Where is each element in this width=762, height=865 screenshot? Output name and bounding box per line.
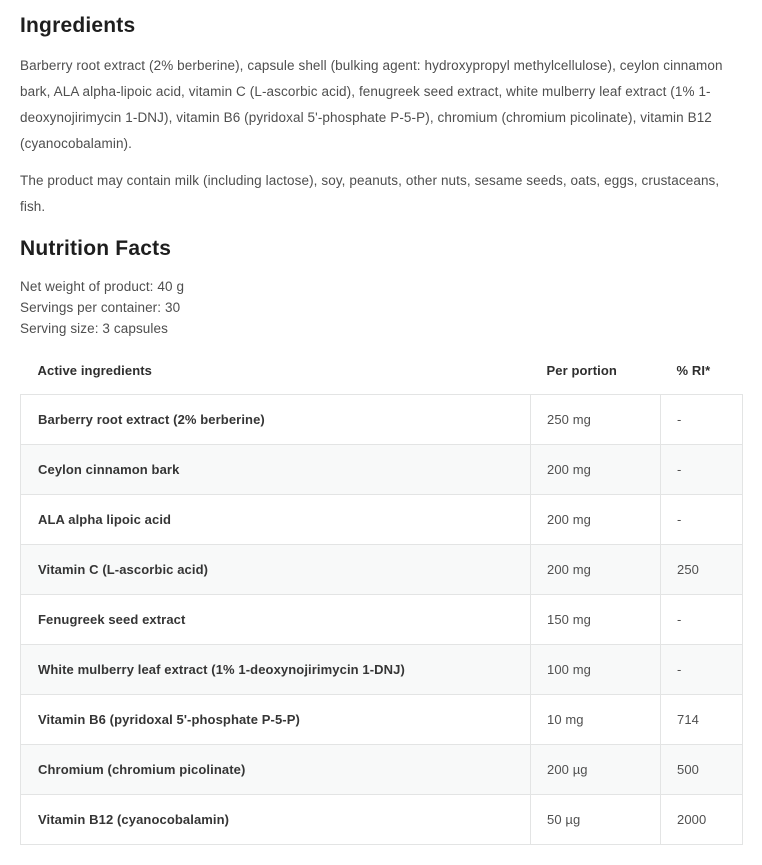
ingredient-name-cell: Barberry root extract (2% berberine): [21, 395, 531, 445]
nutrition-facts-title: Nutrition Facts: [20, 237, 172, 260]
ingredient-name-cell: White mulberry leaf extract (1% 1-deoxynojirimycin 1-DNJ): [21, 645, 531, 695]
table-row: [21, 395, 743, 445]
ri-cell: -: [661, 395, 743, 445]
per-portion-cell: 250 mg: [531, 395, 661, 445]
per-portion-cell: 100 mg: [531, 645, 661, 695]
ri-cell: 714: [661, 695, 743, 745]
table-row: [21, 695, 743, 745]
table-row: [21, 645, 743, 695]
ingredients-text: Barberry root extract (2% berberine), capsule shell (bulking agent: hydroxypropyl methylcellulose), ceylon cinnamon bark, ALA alpha-lipoic acid, vitamin C (L-ascorbic acid), fenugreek seed extract, white mulberry leaf extract (1% 1-deoxynojirimycin 1-DNJ), vitamin B6 (pyridoxal 5'-phosphate P-5-P), chromium (chromium picolinate), vitamin B12 (cyanocobalamin).: [20, 58, 723, 151]
per-portion-cell: 50 µg: [531, 795, 661, 845]
table-row: [21, 595, 743, 645]
ingredients-section: [20, 14, 742, 220]
ingredients-title: Ingredients: [20, 14, 136, 37]
serving-info-block: [20, 276, 742, 339]
table-row: [21, 445, 743, 495]
ri-cell: 500: [661, 745, 743, 795]
table-row: [21, 745, 743, 795]
allergen-note: The product may contain milk (including lactose), soy, peanuts, other nuts, sesame seeds, oats, eggs, crustaceans, fish.: [20, 173, 720, 214]
ingredient-name-cell: ALA alpha lipoic acid: [21, 495, 531, 545]
ri-cell: 250: [661, 545, 743, 595]
table-row: [21, 545, 743, 595]
ri-cell: 2000: [661, 795, 743, 845]
table-row: [21, 795, 743, 845]
per-portion-cell: 200 mg: [531, 495, 661, 545]
ingredient-name-cell: Fenugreek seed extract: [21, 595, 531, 645]
nutrition-facts-section: [20, 237, 742, 845]
per-portion-cell: 200 µg: [531, 745, 661, 795]
ri-cell: -: [661, 645, 743, 695]
column-header-active-ingredients: Active ingredients: [37, 363, 152, 378]
ri-cell: -: [661, 445, 743, 495]
ingredient-name-cell: Vitamin C (L-ascorbic acid): [21, 545, 531, 595]
net-weight-line: Net weight of product: 40 g: [20, 279, 185, 294]
column-header-ri: % RI*: [676, 363, 711, 378]
ingredient-name-cell: Vitamin B6 (pyridoxal 5'-phosphate P-5-P): [21, 695, 531, 745]
ri-cell: -: [661, 595, 743, 645]
table-header-row: [21, 353, 743, 395]
servings-per-container-line: Servings per container: 30: [20, 300, 181, 315]
ingredient-name-cell: Ceylon cinnamon bark: [21, 445, 531, 495]
column-header-per-portion: Per portion: [546, 363, 617, 378]
per-portion-cell: 150 mg: [531, 595, 661, 645]
ingredient-name-cell: Vitamin B12 (cyanocobalamin): [21, 795, 531, 845]
serving-size-line: Serving size: 3 capsules: [20, 321, 168, 336]
ingredient-name-cell: Chromium (chromium picolinate): [21, 745, 531, 795]
table-row: [21, 495, 743, 545]
per-portion-cell: 200 mg: [531, 445, 661, 495]
active-ingredients-table: [20, 353, 743, 845]
per-portion-cell: 200 mg: [531, 545, 661, 595]
ri-cell: -: [661, 495, 743, 545]
per-portion-cell: 10 mg: [531, 695, 661, 745]
